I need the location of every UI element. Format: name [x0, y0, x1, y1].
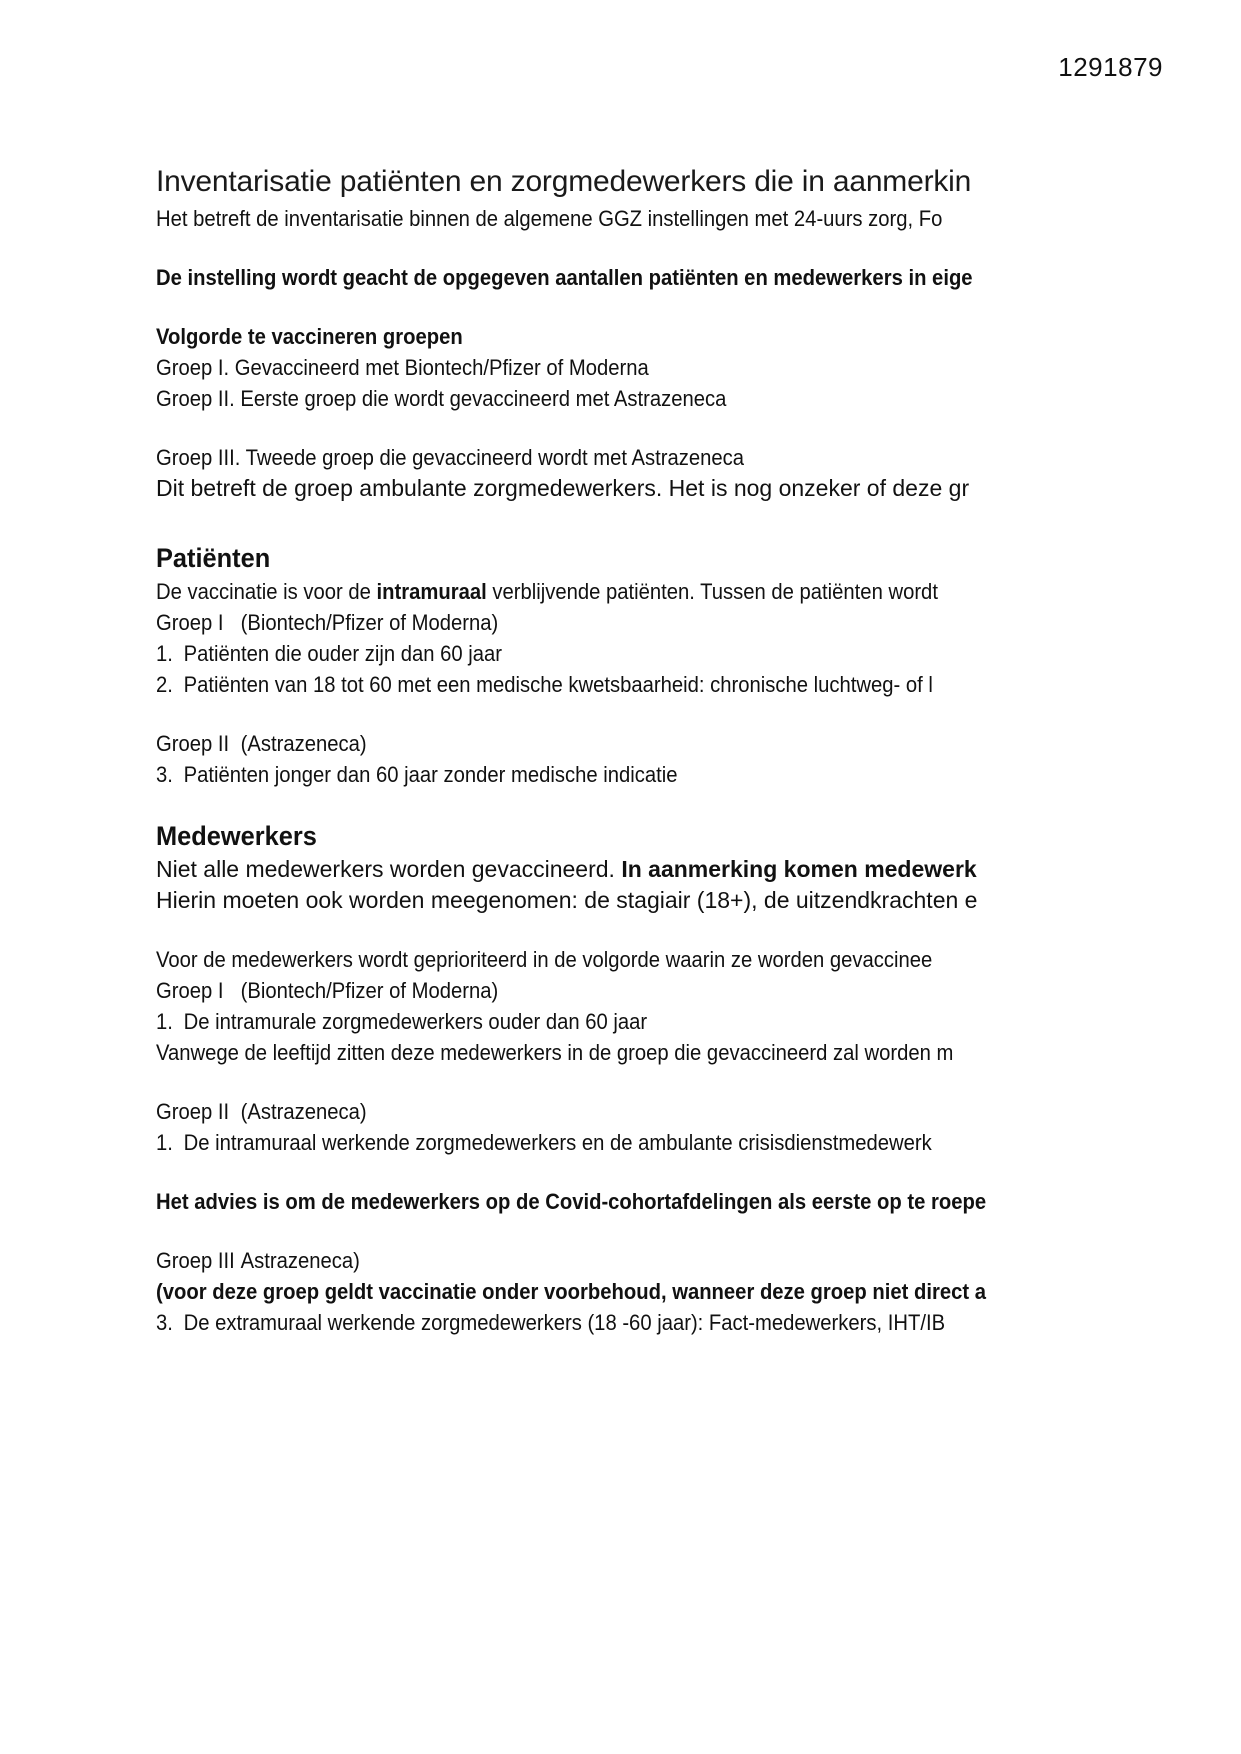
list-item [156, 1127, 1085, 1158]
list-item [156, 759, 1085, 790]
employees-group-three-condition: (voor deze groep geldt vaccinatie onder voorbehoud, wanneer deze groep niet direct a [156, 1279, 987, 1304]
list-item-text: Patiënten die ouder zijn dan 60 jaar [183, 641, 503, 666]
patients-group-one-vaccine: (Biontech/Pfizer of Moderna) [240, 610, 499, 635]
employees-age-note: Vanwege de leeftijd zitten deze medewerkers in de groep die gevaccineerd zal worden m [156, 1040, 954, 1065]
document-body [156, 162, 1166, 1338]
list-item [156, 669, 1085, 700]
employees-advice: Het advies is om de medewerkers op de Covid-cohortafdelingen als eerste op te roepe [156, 1189, 987, 1214]
list-item-text: Patiënten jonger dan 60 jaar zonder medische indicatie [183, 762, 678, 787]
order-line-group-1: Groep I. Gevaccineerd met Biontech/Pfizer of Moderna [156, 355, 649, 380]
order-section-heading: Volgorde te vaccineren groepen [156, 324, 463, 349]
employees-group-three-row [156, 1245, 1085, 1276]
list-item-number: 1. [156, 1009, 173, 1034]
employees-group-one-row [156, 975, 1085, 1006]
patients-group-one-row [156, 607, 1085, 638]
employees-group-two-row [156, 1096, 1085, 1127]
list-item-number: 1. [156, 641, 173, 666]
employees-group-three-vaccine: Astrazeneca) [240, 1248, 360, 1273]
order-line-group-3: Groep III. Tweede groep die gevaccineerd wordt met Astrazeneca [156, 445, 745, 470]
notice-paragraph: De instelling wordt geacht de opgegeven aantallen patiënten en medewerkers in eige [156, 265, 973, 290]
employees-intro-pre: Niet alle medewerkers worden gevaccineerd. [156, 856, 622, 882]
list-item [156, 1307, 1085, 1338]
list-item [156, 638, 1085, 669]
list-item-text: De extramuraal werkende zorgmedewerkers (18 -60 jaar): Fact-medewerkers, IHT/IB [183, 1310, 946, 1335]
patients-group-one-label: Groep I [156, 610, 224, 635]
employees-group-one-vaccine: (Biontech/Pfizer of Moderna) [240, 978, 499, 1003]
employees-priority-line: Voor de medewerkers wordt geprioriteerd in de volgorde waarin ze worden gevaccinee [156, 947, 933, 972]
patients-intro-pre: De vaccinatie is voor de [156, 579, 377, 604]
employees-group-three-label: Groep III [156, 1248, 235, 1273]
page-title: Inventarisatie patiënten en zorgmedewerkers die in aanmerkin [156, 165, 972, 198]
employees-intro-bold: In aanmerking komen medewerk [621, 856, 977, 882]
list-item-text: De intramuraal werkende zorgmedewerkers en de ambulante crisisdienstmedewerk [183, 1130, 932, 1155]
patients-intro-bold: intramuraal [376, 579, 487, 604]
patients-intro-post: verblijvende patiënten. Tussen de patiënten wordt [486, 579, 938, 604]
patients-heading: Patiënten [156, 543, 271, 573]
list-item-text: De intramurale zorgmedewerkers ouder dan 60 jaar [183, 1009, 648, 1034]
document-id: 1291879 [1058, 52, 1163, 82]
patients-group-two-label: Groep II [156, 731, 230, 756]
employees-group-two-label: Groep II [156, 1099, 230, 1124]
page-subtitle: Het betreft de inventarisatie binnen de algemene GGZ instellingen met 24-uurs zorg, Fo [156, 206, 943, 231]
order-line-group-2: Groep II. Eerste groep die wordt gevaccineerd met Astrazeneca [156, 386, 727, 411]
order-group-3-note: Dit betreft de groep ambulante zorgmedewerkers. Het is nog onzeker of deze gr [156, 475, 970, 501]
list-item-number: 3. [156, 1310, 173, 1335]
employees-second-line: Hierin moeten ook worden meegenomen: de stagiair (18+), de uitzendkrachten e [156, 887, 978, 913]
patients-group-two-row [156, 728, 1085, 759]
list-item-number: 2. [156, 672, 173, 697]
employees-group-two-vaccine: (Astrazeneca) [240, 1099, 367, 1124]
employees-group-one-label: Groep I [156, 978, 224, 1003]
list-item-text: Patiënten van 18 tot 60 met een medische kwetsbaarheid: chronische luchtweg- of l [183, 672, 933, 697]
employees-intro [156, 854, 1166, 885]
patients-group-two-vaccine: (Astrazeneca) [240, 731, 367, 756]
list-item-number: 3. [156, 762, 173, 787]
employees-heading: Medewerkers [156, 821, 317, 851]
list-item-number: 1. [156, 1130, 173, 1155]
patients-intro [156, 576, 1085, 607]
list-item [156, 1006, 1085, 1037]
